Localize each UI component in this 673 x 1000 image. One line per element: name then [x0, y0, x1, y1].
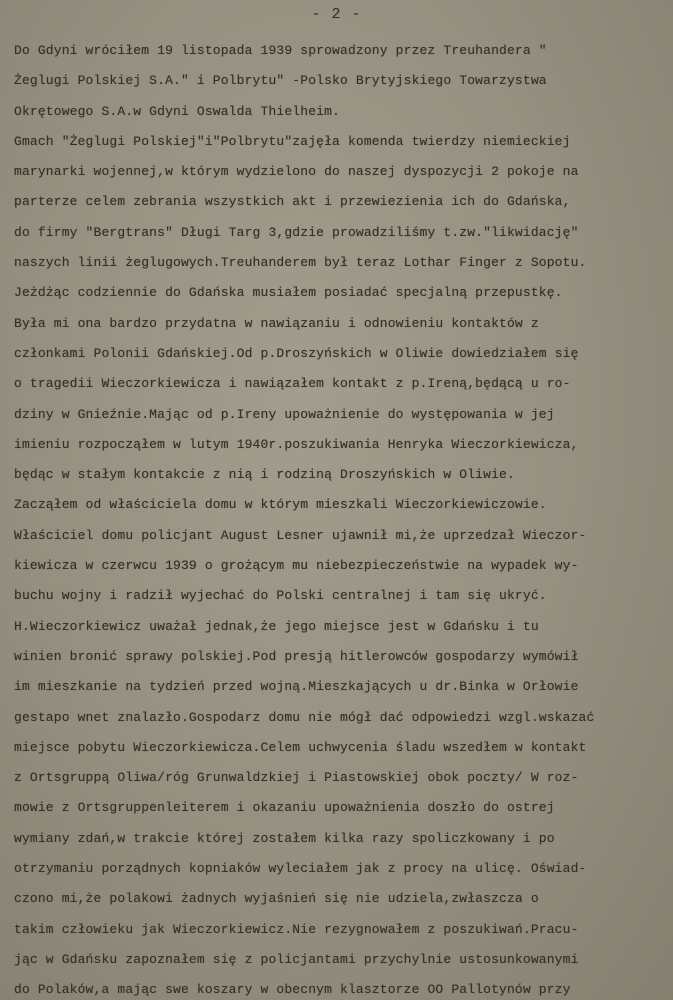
- text-line: H.Wieczorkiewicz uważał jednak,że jego miejsce jest w Gdańsku i tu: [14, 618, 539, 634]
- text-line: o tragedii Wieczorkiewicza i nawiązałem kontakt z p.Ireną,będącą u ro-: [14, 376, 571, 392]
- text-line: im mieszkanie na tydzień przed wojną.Mieszkających u dr.Binka w Orłowie: [14, 679, 579, 695]
- text-line: Zacząłem od właściciela domu w którym mieszkali Wieczorkiewiczowie.: [14, 497, 547, 513]
- text-line: miejsce pobytu Wieczorkiewicza.Celem uchwycenia śladu wszedłem w kontakt: [14, 739, 587, 755]
- text-line: Do Gdyni wróciłem 19 listopada 1939 sprowadzony przez Treuhandera ": [14, 43, 547, 58]
- text-line: mowie z Ortsgruppenleiterem i okazaniu upoważnienia doszło do ostrej: [14, 800, 555, 816]
- text-line: do firmy "Bergtrans" Długi Targ 3,gdzie prowadziliśmy t.zw."likwidację": [14, 224, 579, 240]
- body-text: [14, 36, 669, 1000]
- text-line: otrzymaniu porządnych kopniaków wyleciałem jak z procy na ulicę. Oświad-: [14, 861, 587, 877]
- text-line: będąc w stałym kontakcie z nią i rodziną Droszyńskich w Oliwie.: [14, 467, 515, 483]
- text-line: do Polaków,a mając swe koszary w obecnym klasztorze OO Pallotynów przy: [14, 982, 571, 998]
- page-number: - 2 -: [311, 6, 362, 23]
- text-line: członkami Polonii Gdańskiej.Od p.Droszyńskich w Oliwie dowiedziałem się: [14, 345, 579, 361]
- text-line: Okrętowego S.A.w Gdyni Oswalda Thielheim.: [14, 103, 341, 119]
- text-line: dziny w Gnieźnie.Mając od p.Ireny upoważnienie do występowania w jej: [14, 406, 555, 422]
- text-line: buchu wojny i radził wyjechać do Polski centralnej i tam się ukryć.: [14, 588, 547, 604]
- text-line: z Ortsgruppą Oliwa/róg Grunwaldzkiej i Piastowskiej obok poczty/ W roz-: [14, 770, 579, 786]
- text-line: jąc w Gdańsku zapoznałem się z policjantami przychylnie ustosunkowanymi: [14, 951, 579, 967]
- text-line: winien bronić sprawy polskiej.Pod presją hitlerowców gospodarzy wymówił: [14, 648, 579, 664]
- text-line: gestapo wnet znalazło.Gospodarz domu nie mógł dać odpowiedzi wzgl.wskazać: [14, 709, 595, 725]
- text-line: Gmach "Żeglugi Polskiej"i"Polbrytu"zajęła komenda twierdzy niemieckiej: [14, 133, 571, 149]
- text-line: Żeglugi Polskiej S.A." i Polbrytu" -Polsko Brytyjskiego Towarzystwa: [14, 73, 547, 89]
- text-line: Właściciel domu policjant August Lesner ujawnił mi,że uprzedzał Wieczor-: [14, 527, 587, 543]
- text-line: Była mi ona bardzo przydatna w nawiązaniu i odnowieniu kontaktów z: [14, 315, 539, 331]
- text-line: czono mi,że polakowi żadnych wyjaśnień się nie udziela,zwłaszcza o: [14, 891, 539, 907]
- text-line: takim człowieku jak Wieczorkiewicz.Nie rezygnowałem z poszukiwań.Pracu-: [14, 921, 579, 937]
- text-line: imieniu rozpocząłem w lutym 1940r.poszukiwania Henryka Wieczorkiewicza,: [14, 436, 579, 452]
- text-line: wymiany zdań,w trakcie której zostałem kilka razy spoliczkowany i po: [14, 830, 555, 846]
- text-line: marynarki wojennej,w którym wydzielono do naszej dyspozycji 2 pokoje na: [14, 164, 579, 180]
- text-line: naszych linii żeglugowych.Treuhanderem był teraz Lothar Finger z Sopotu.: [14, 255, 587, 271]
- text-line: parterze celem zebrania wszystkich akt i przewiezienia ich do Gdańska,: [14, 194, 571, 210]
- text-line: kiewicza w czerwcu 1939 o grożącym mu niebezpieczeństwie na wypadek wy-: [14, 558, 579, 574]
- text-line: Jeżdżąc codziennie do Gdańska musiałem posiadać specjalną przepustkę.: [14, 285, 563, 301]
